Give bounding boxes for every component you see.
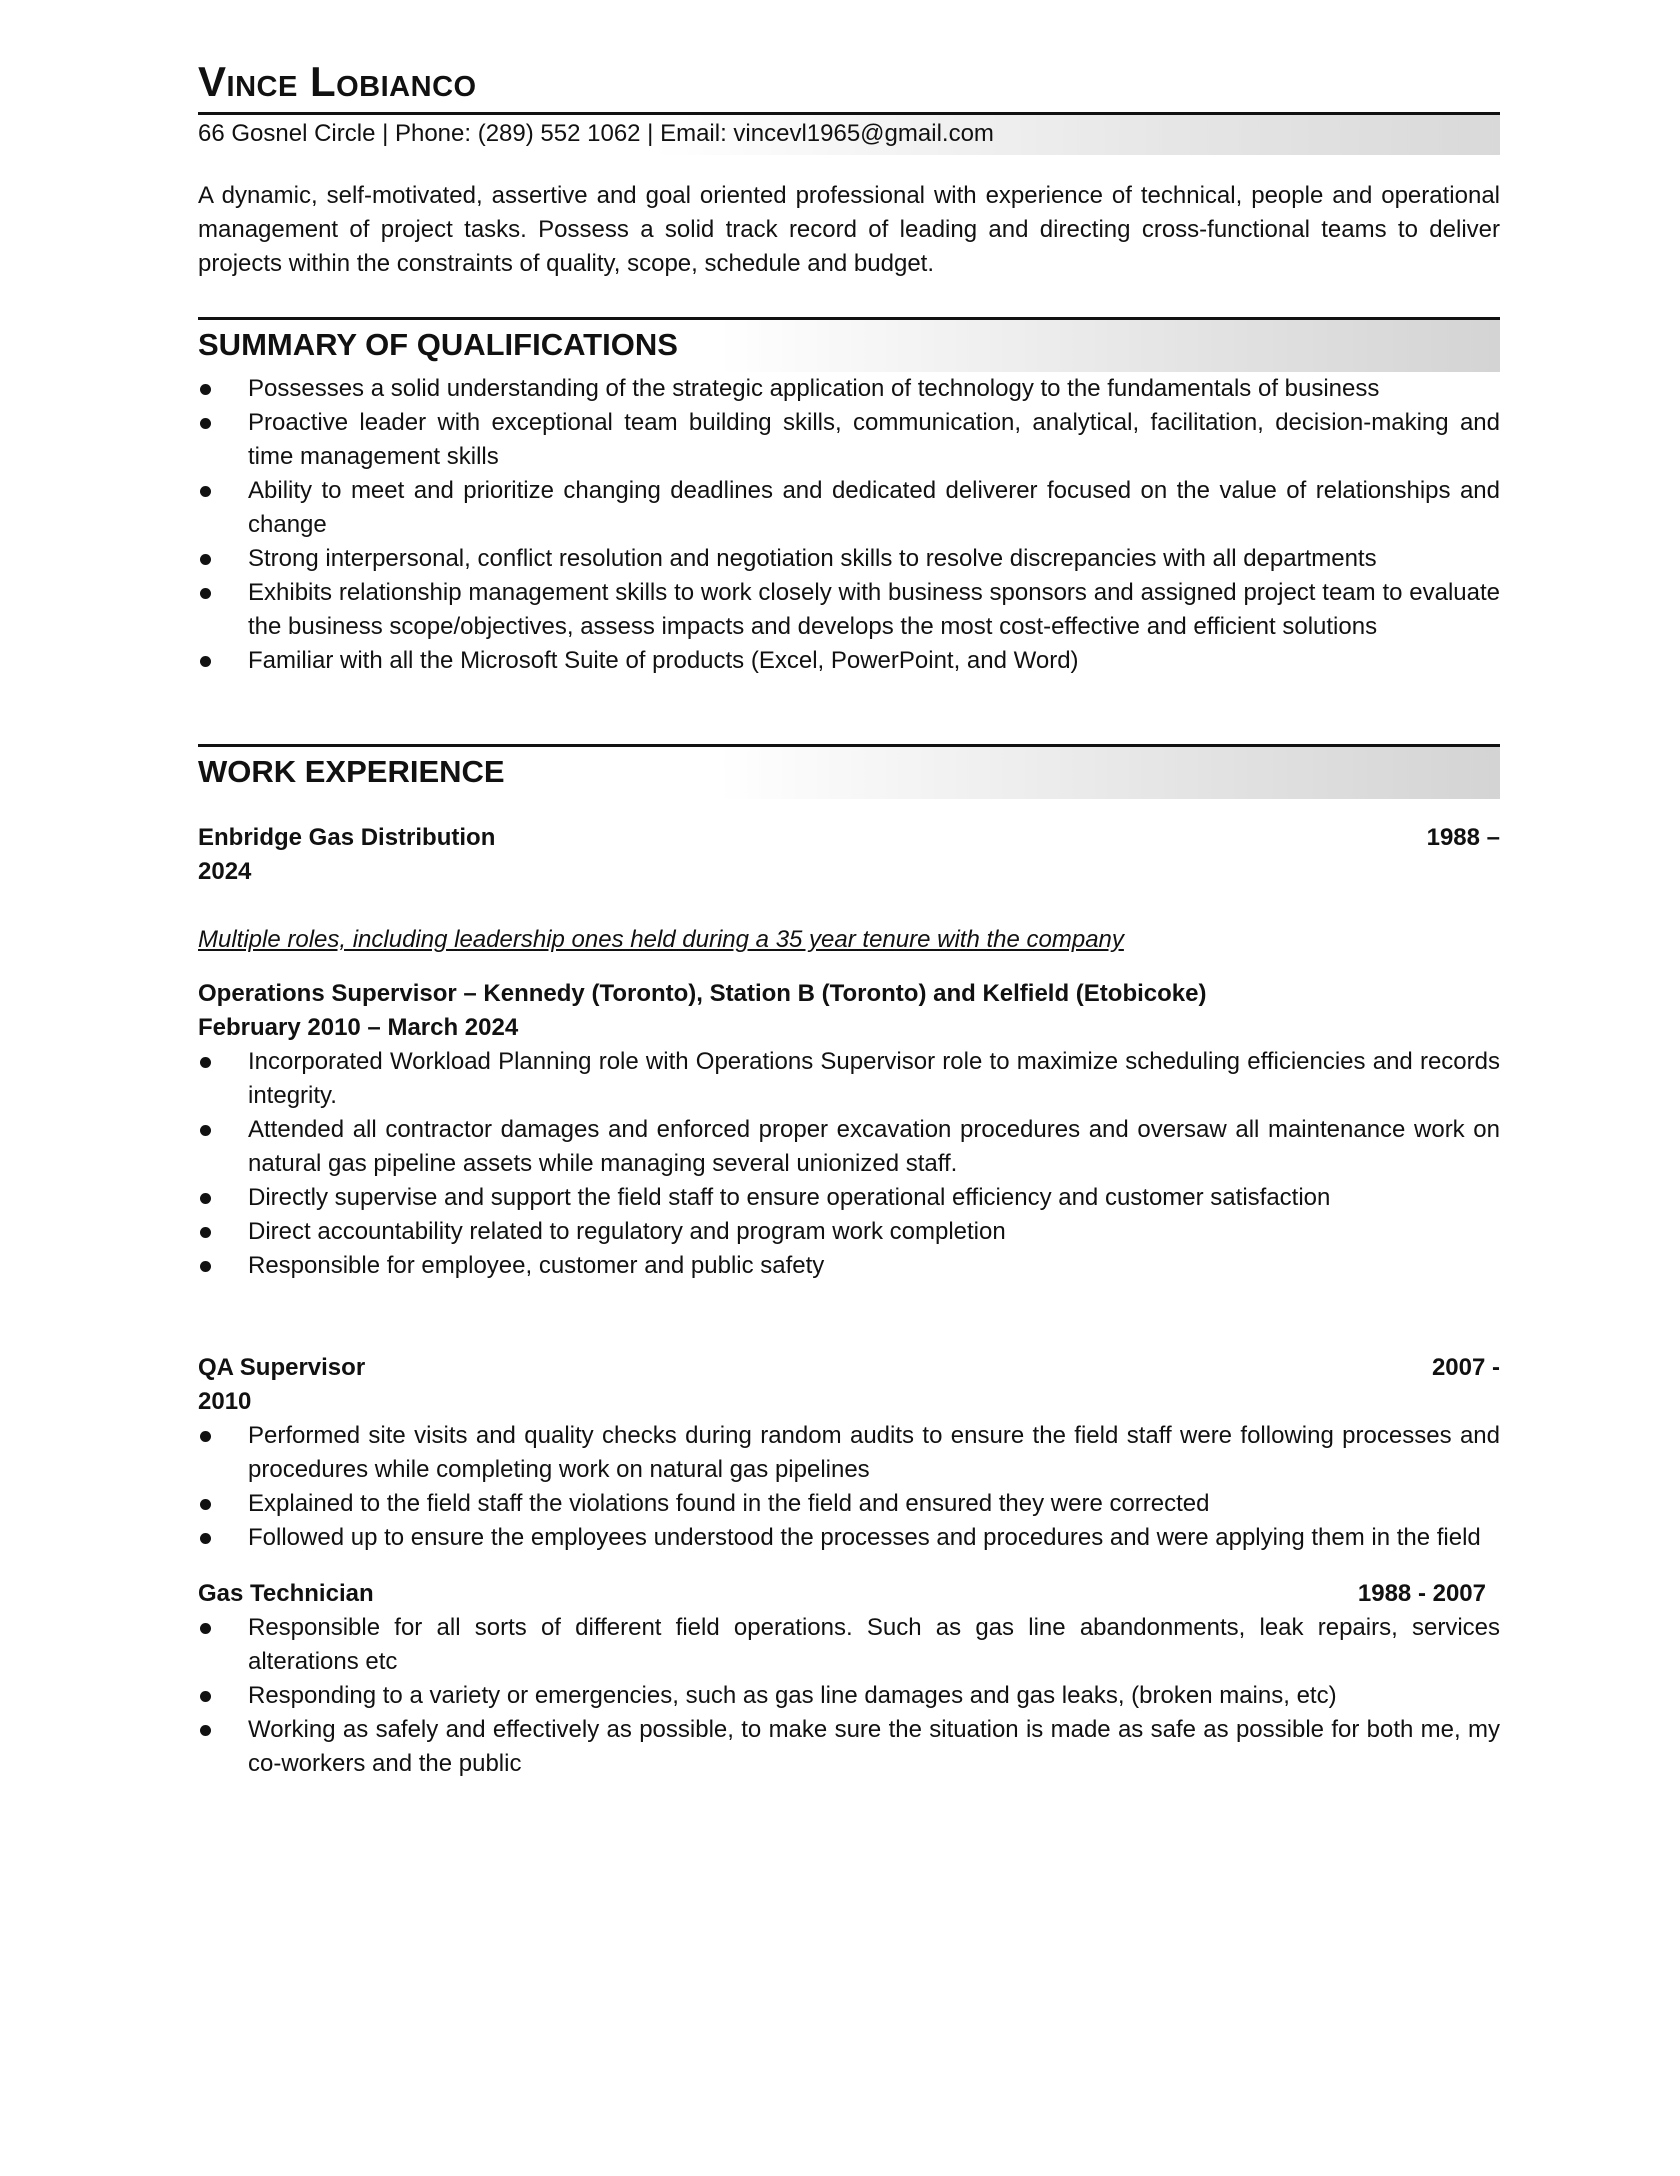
work-experience-title: WORK EXPERIENCE	[198, 747, 1500, 799]
resume-page	[198, 56, 1500, 1781]
list-item: Performed site visits and quality checks during random audits to ensure the field staff were following processes and procedures while completing work on natural gas pipelines	[198, 1419, 1500, 1487]
company-name: Enbridge Gas Distribution	[198, 824, 496, 851]
company-row	[198, 821, 1500, 855]
list-item: Possesses a solid understanding of the strategic application of technology to the fundamentals of business	[198, 372, 1500, 406]
list-item: Strong interpersonal, conflict resolution and negotiation skills to resolve discrepancies with all departments	[198, 542, 1500, 576]
role-qa-supervisor	[198, 1351, 1500, 1555]
list-item: Attended all contractor damages and enforced proper excavation procedures and oversaw all maintenance work on natural gas pipeline assets while managing several unionized staff.	[198, 1113, 1500, 1181]
role-bullets	[198, 1419, 1500, 1555]
role-dates-end: 2010	[198, 1388, 252, 1415]
role-title: Operations Supervisor – Kennedy (Toronto), Station B (Toronto) and Kelfield (Etobicoke)	[198, 980, 1207, 1007]
list-item: Direct accountability related to regulatory and program work completion	[198, 1215, 1500, 1249]
role-row	[198, 1351, 1500, 1385]
company-dates-start: 1988 –	[1426, 824, 1500, 851]
list-item: Responsible for employee, customer and public safety	[198, 1249, 1500, 1283]
role-dates: 1988 - 2007	[1357, 1580, 1486, 1607]
list-item: Directly supervise and support the field staff to ensure operational efficiency and customer satisfaction	[198, 1181, 1500, 1215]
qualifications-title: SUMMARY OF QUALIFICATIONS	[198, 320, 1500, 372]
list-item: Followed up to ensure the employees understood the processes and procedures and were applying them in the field	[198, 1521, 1500, 1555]
candidate-name: Vince Lobianco	[198, 58, 477, 105]
role-title: QA Supervisor	[198, 1354, 366, 1381]
list-item: Responding to a variety or emergencies, such as gas line damages and gas leaks, (broken mains, etc)	[198, 1679, 1500, 1713]
company-block	[198, 821, 1500, 889]
list-item: Exhibits relationship management skills to work closely with business sponsors and assigned project team to evaluate the business scope/objectives, assess impacts and develops the most cost-effective and efficient solutions	[198, 576, 1500, 644]
list-item: Familiar with all the Microsoft Suite of products (Excel, PowerPoint, and Word)	[198, 644, 1500, 678]
list-item: Responsible for all sorts of different field operations. Such as gas line abandonments, leak repairs, services alterations etc	[198, 1611, 1500, 1679]
profile-summary: A dynamic, self-motivated, assertive and goal oriented professional with experience of technical, people and operational management of project tasks. Possess a solid track record of leading and directing cross-functional teams to deliver projects within the constraints of quality, scope, schedule and budget.	[198, 182, 1500, 277]
list-item: Explained to the field staff the violations found in the field and ensured they were corrected	[198, 1487, 1500, 1521]
qualifications-list	[198, 372, 1500, 678]
role-dates: February 2010 – March 2024	[198, 1014, 519, 1041]
list-item: Proactive leader with exceptional team building skills, communication, analytical, facilitation, decision-making and time management skills	[198, 406, 1500, 474]
list-item: Incorporated Workload Planning role with Operations Supervisor role to maximize scheduling efficiencies and records integrity.	[198, 1045, 1500, 1113]
tenure-note: Multiple roles, including leadership ones held during a 35 year tenure with the company	[198, 926, 1124, 953]
qualifications-header	[198, 317, 1500, 372]
role-dates-start: 2007 -	[1431, 1354, 1500, 1381]
role-gas-technician	[198, 1577, 1500, 1781]
work-experience-header	[198, 744, 1500, 799]
role-bullets	[198, 1045, 1500, 1283]
list-item: Working as safely and effectively as possible, to make sure the situation is made as safe as possible for both me, my co-workers and the public	[198, 1713, 1500, 1781]
role-row	[198, 1577, 1486, 1611]
contact-line: 66 Gosnel Circle | Phone: (289) 552 1062 | Email: vincevl1965@gmail.com	[198, 115, 1500, 155]
role-title: Gas Technician	[198, 1580, 374, 1607]
list-item: Ability to meet and prioritize changing deadlines and dedicated deliverer focused on the value of relationships and change	[198, 474, 1500, 542]
role-bullets	[198, 1611, 1500, 1781]
company-dates-end: 2024	[198, 858, 252, 885]
role-operations-supervisor	[198, 977, 1500, 1283]
